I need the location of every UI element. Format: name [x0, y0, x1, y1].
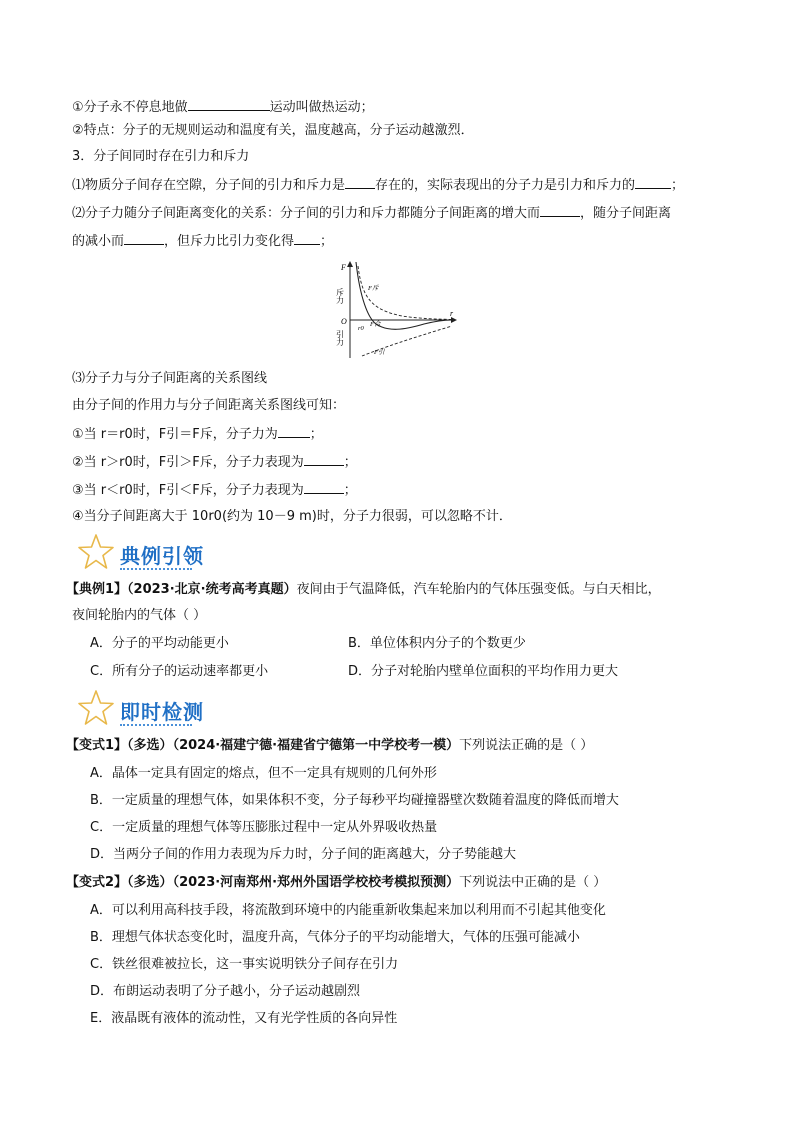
option-c: C．铁丝很难被拉长，这一事实说明铁分子间存在引力 — [90, 957, 399, 972]
section-title: 即时检测 — [120, 700, 204, 724]
variant-question — [66, 736, 593, 756]
line-text: ； — [343, 483, 357, 498]
axis-label-f: F — [341, 263, 346, 272]
question-label: 【变式1】 — [66, 738, 128, 753]
line-text: ； — [671, 178, 685, 193]
line-text: ⑵分子力随分子间距离变化的关系：分子间的引力和斥力都随分子间距离的增大而 — [72, 206, 541, 221]
option-d: D．分子对轮胎内壁单位面积的平均作用力更大 — [348, 664, 619, 679]
question-source: （2024·福建宁德·福建省宁德第一中学校考一模） — [172, 738, 460, 753]
label-f-attraction: F引 — [374, 349, 385, 356]
line-text: ； — [320, 234, 334, 249]
line-text: ，但斥力比引力变化得 — [164, 234, 295, 249]
question-label: 【典例1】 — [66, 582, 128, 597]
section-title: 典例引领 — [120, 544, 204, 568]
section-underline — [120, 724, 192, 726]
label-f-net: F合 — [370, 321, 381, 328]
section-header-examples — [72, 532, 432, 572]
variant-question — [66, 873, 606, 893]
text-line: ⑶分子力与分子间距离的关系图线 — [72, 371, 268, 386]
text-line — [72, 202, 671, 224]
option-b: B．理想气体状态变化时，温度升高，气体分子的平均动能增大，气体的压强可能减小 — [90, 930, 580, 945]
text-line: ④当分子间距离大于 10r0(约为 10－9 m)时，分子力很弱，可以忽略不计． — [72, 509, 512, 524]
text-line — [72, 423, 323, 445]
line-text: ； — [309, 427, 323, 442]
option-b: B．一定质量的理想气体，如果体积不变，分子每秒平均碰撞器壁次数随着温度的降低而增大 — [90, 793, 619, 808]
text-line: 由分子间的作用力与分子间距离关系图线可知： — [72, 398, 346, 413]
axis-label-r: r — [450, 309, 454, 318]
line-text: ，随分子间距离 — [580, 206, 672, 221]
star-icon — [76, 532, 116, 572]
line-text: ⑴物质分子间存在空隙，分子间的引力和斥力是 — [72, 178, 346, 193]
text-line — [72, 451, 357, 473]
text-line — [72, 96, 374, 118]
label-r0: r0 — [358, 325, 364, 332]
answer-blank — [278, 423, 310, 438]
option-a: A．分子的平均动能更小 — [90, 636, 229, 651]
answer-blank — [188, 96, 270, 111]
line-text: ①当 r＝r0时，F引＝F斥，分子力为 — [72, 427, 278, 442]
line-text: 存在的，实际表现出的分子力是引力和斥力的 — [375, 178, 636, 193]
option-a: A．可以利用高科技手段，将流散到环境中的内能重新收集起来加以利用而不引起其他变化 — [90, 903, 606, 918]
text-line — [72, 230, 333, 252]
answer-blank — [304, 479, 344, 494]
option-b: B．单位体积内分子的个数更少 — [348, 636, 526, 651]
option-e: E．液晶既有液体的流动性，又有光学性质的各向异性 — [90, 1011, 398, 1026]
repulsion-curve — [358, 266, 452, 320]
question-source: （2023·河南郑州·郑州外国语学校校考模拟预测） — [172, 875, 460, 890]
section-header-check — [72, 688, 432, 728]
answer-blank — [124, 230, 164, 245]
question-text-cont: 夜间轮胎内的气体（ ） — [72, 608, 207, 623]
question-text: 下列说法中正确的是（ ） — [459, 875, 607, 890]
line-text: ； — [343, 455, 357, 470]
label-f-repulsion: F斥 — [368, 285, 379, 292]
line-text: ①分子永不停息地做 — [72, 100, 188, 115]
answer-blank — [345, 174, 375, 189]
molecular-force-figure — [332, 258, 462, 362]
question-text: 夜间由于气温降低，汽车轮胎内的气体压强变低。与白天相比， — [296, 582, 661, 597]
answer-blank — [635, 174, 671, 189]
section-underline — [120, 568, 192, 570]
answer-blank — [540, 202, 580, 217]
line-text: 运动叫做热运动； — [269, 100, 374, 115]
option-c: C．所有分子的运动速率都更小 — [90, 664, 269, 679]
net-force-curve — [356, 262, 452, 329]
question-tag: （多选） — [127, 875, 173, 890]
option-a: A．晶体一定具有固定的熔点，但不一定具有规则的几何外形 — [90, 766, 437, 781]
text-line: 3．分子间同时存在引力和斥力 — [72, 149, 250, 164]
question-text: 下列说法正确的是（ ） — [459, 738, 594, 753]
option-c: C．一定质量的理想气体等压膨胀过程中一定从外界吸收热量 — [90, 820, 438, 835]
text-line — [72, 479, 357, 501]
axis-label-attraction: 引力 — [335, 330, 345, 346]
question-tag: （多选） — [127, 738, 173, 753]
answer-blank — [294, 230, 320, 245]
origin-label: O — [341, 317, 347, 326]
option-d: D．布朗运动表明了分子越小，分子运动越剧烈 — [90, 984, 361, 999]
line-text: 的减小而 — [72, 234, 125, 249]
example-question — [66, 580, 661, 600]
line-text: ②当 r＞r0时，F引＞F斥，分子力表现为 — [72, 455, 304, 470]
axis-label-repulsion: 斥力 — [335, 288, 345, 304]
line-text: ③当 r＜r0时，F引＜F斥，分子力表现为 — [72, 483, 304, 498]
option-d: D．当两分子间的作用力表现为斥力时，分子间的距离越大，分子势能越大 — [90, 847, 517, 862]
question-label: 【变式2】 — [66, 875, 128, 890]
text-line: ②特点：分子的无规则运动和温度有关，温度越高，分子运动越激烈． — [72, 123, 474, 138]
star-icon — [76, 688, 116, 728]
answer-blank — [304, 451, 344, 466]
question-source: （2023·北京·统考高考真题） — [127, 582, 297, 597]
text-line — [72, 174, 684, 196]
